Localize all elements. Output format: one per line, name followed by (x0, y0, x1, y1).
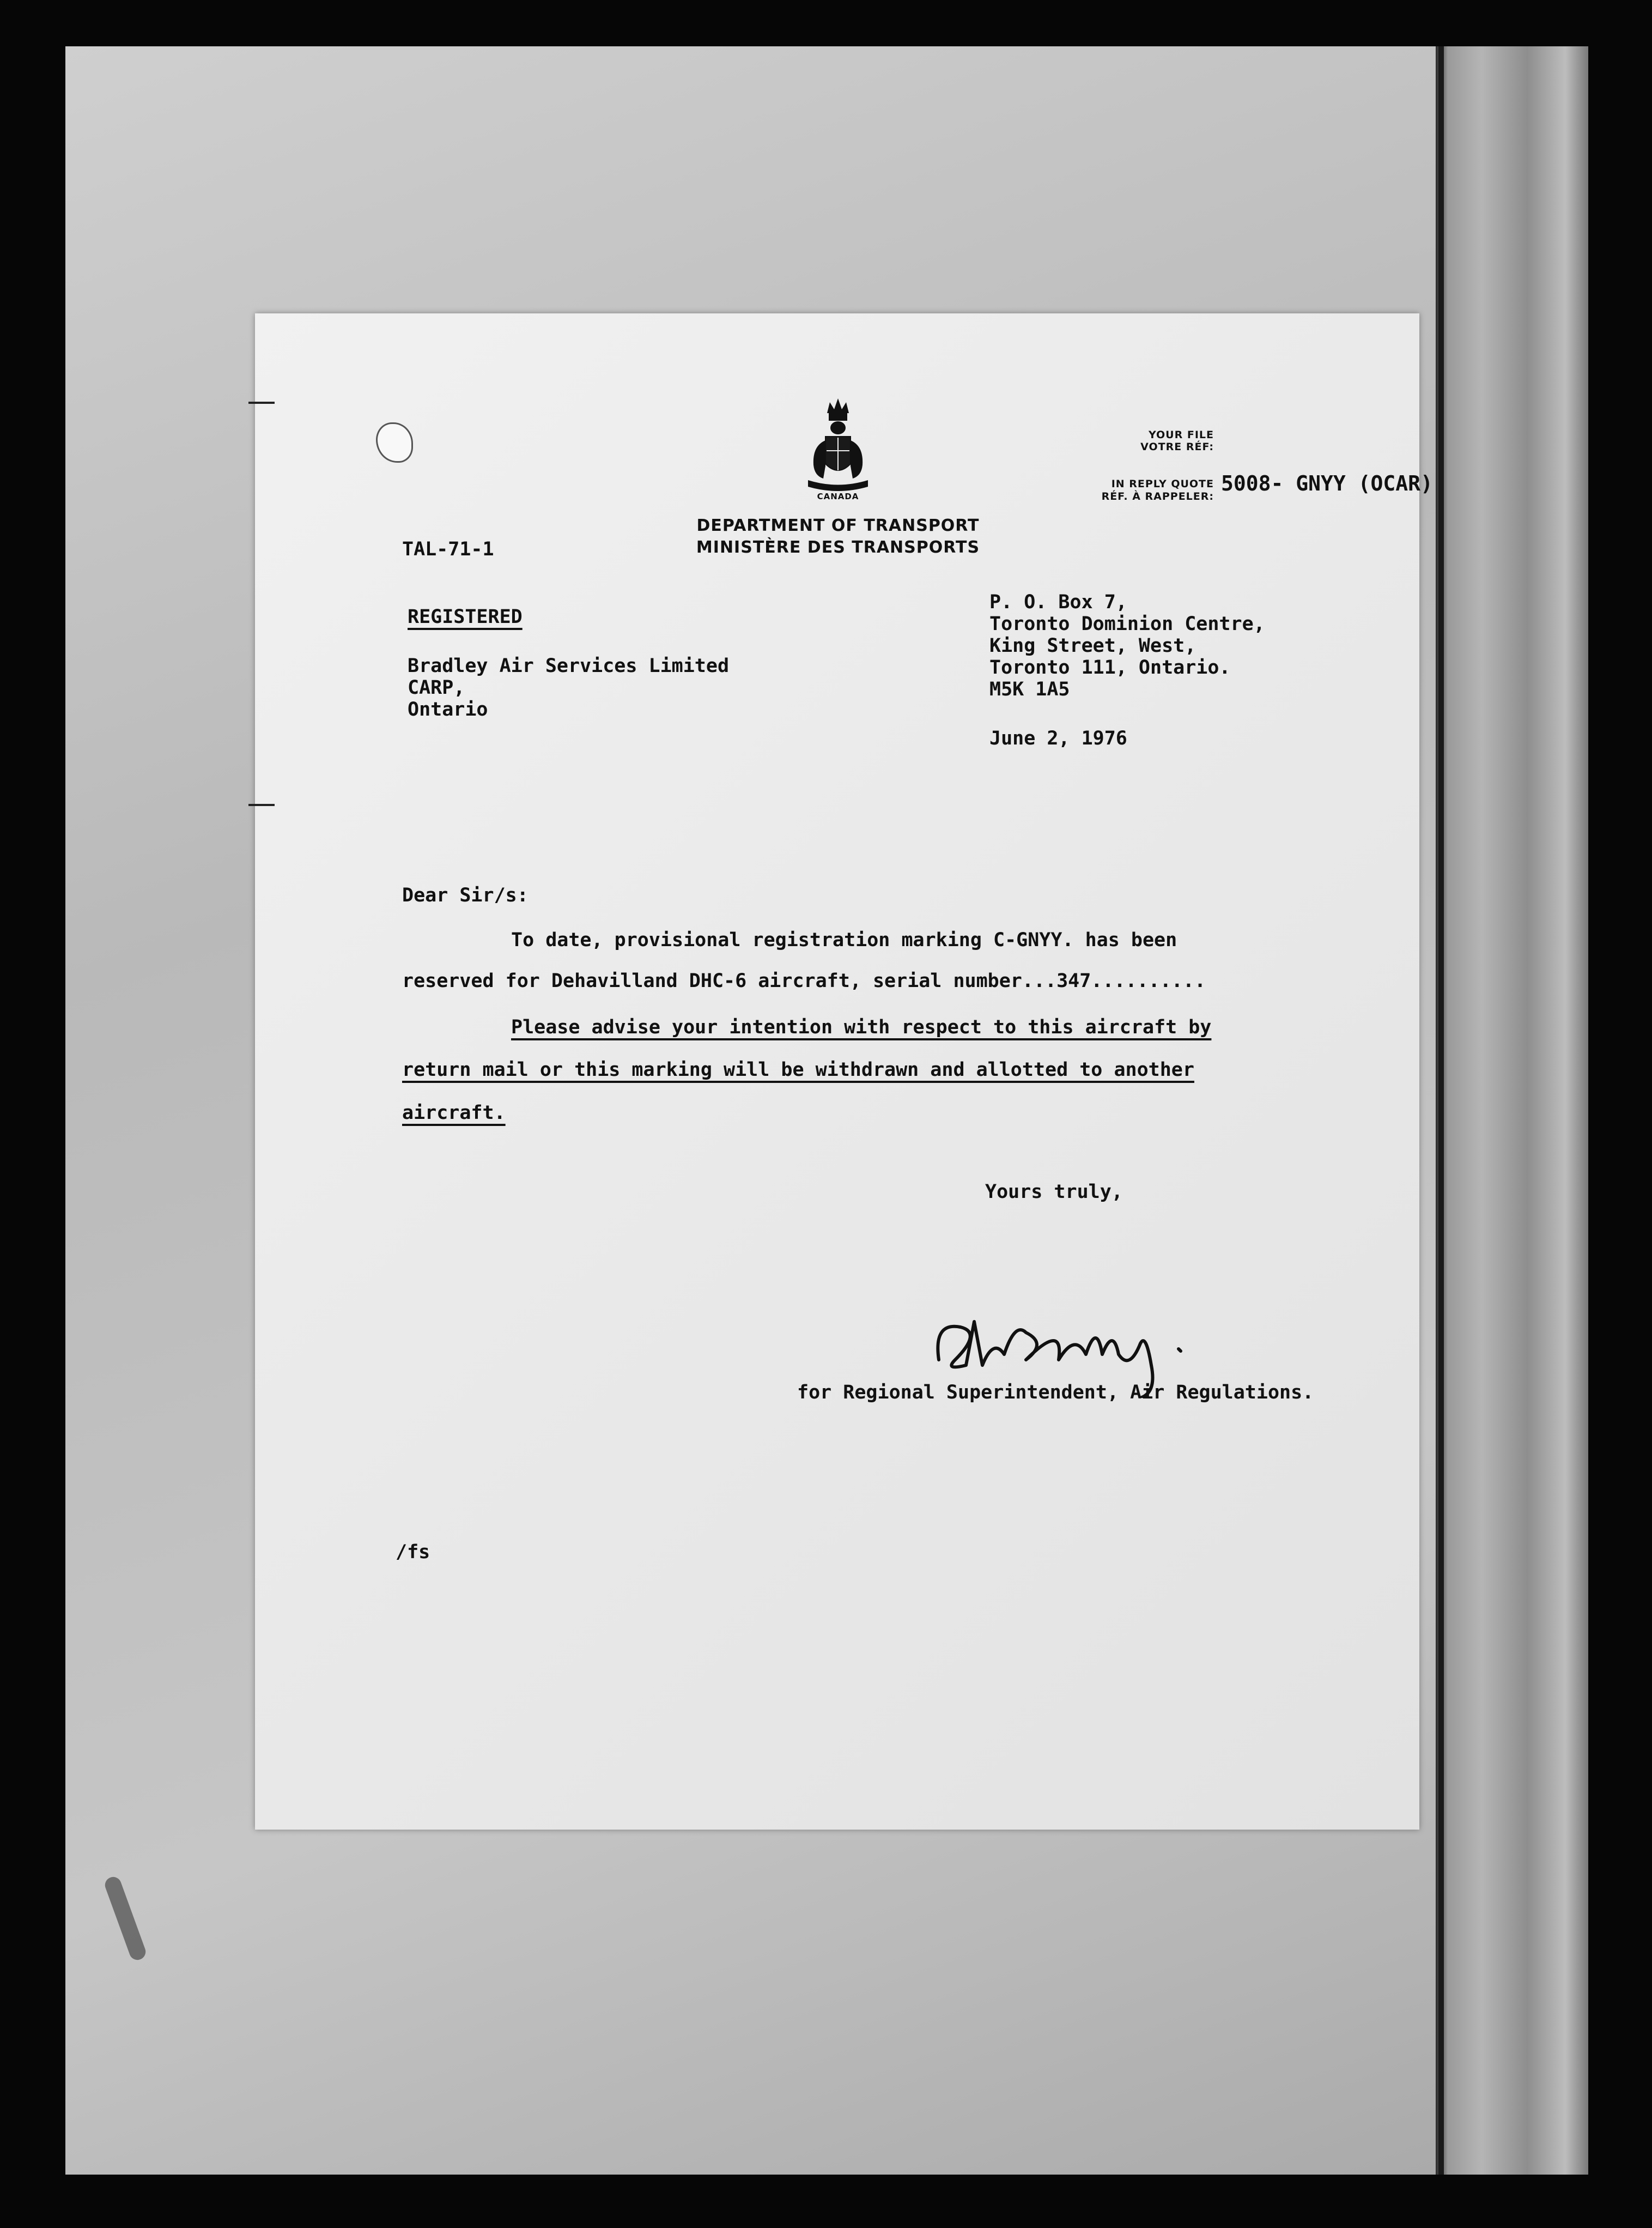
coat-of-arms-icon (797, 394, 879, 503)
signatory-title: for Regional Superintendent, Air Regulations. (797, 1382, 1314, 1403)
body-line: aircraft. (402, 1102, 506, 1124)
recipient-line: Ontario (408, 699, 488, 721)
letter-date: June 2, 1976 (989, 728, 1127, 749)
sender-address-line: Toronto 111, Ontario. (989, 657, 1231, 679)
salutation: Dear Sir/s: (402, 885, 529, 906)
body-line: reserved for Dehavilland DHC-6 aircraft, serial number...347.......... (402, 970, 1206, 992)
sender-address-line: P. O. Box 7, (989, 591, 1127, 613)
recipient-line: Bradley Air Services Limited (408, 655, 730, 677)
sender-address-line: King Street, West, (989, 635, 1197, 657)
page-tick-mark (248, 402, 275, 404)
sender-address-line: Toronto Dominion Centre, (989, 613, 1265, 635)
crest-country-label: CANADA (817, 492, 859, 501)
reply-quote-label-fr: RÉF. À RAPPELER: (1101, 491, 1214, 502)
punch-hole-mark (376, 422, 413, 463)
folder-divider-line (1438, 46, 1444, 2175)
file-reference: TAL-71-1 (402, 538, 494, 560)
sender-address-line: M5K 1A5 (989, 679, 1070, 700)
typist-initials: /fs (396, 1541, 430, 1563)
your-file-label-en: YOUR FILE (1148, 429, 1214, 441)
registered-mail-label: REGISTERED (408, 606, 523, 628)
closing: Yours truly, (985, 1181, 1123, 1203)
recipient-line: CARP, (408, 677, 465, 699)
letter-page (255, 313, 1433, 1830)
body-line: To date, provisional registration marking C-GNYY. has been (511, 929, 1177, 951)
reply-quote-label-en: IN REPLY QUOTE (1111, 478, 1214, 490)
your-file-label-fr: VOTRE RÉF: (1140, 441, 1214, 453)
reply-quote-value: 5008- GNYY (OCAR) (1221, 471, 1433, 495)
folder-edge (1436, 46, 1588, 2175)
body-line: return mail or this marking will be withdrawn and allotted to another (402, 1059, 1194, 1081)
page-tick-mark (248, 804, 275, 806)
department-name-en: DEPARTMENT OF TRANSPORT (696, 516, 980, 535)
department-name-fr: MINISTÈRE DES TRANSPORTS (696, 538, 980, 557)
body-line: Please advise your intention with respect to this aircraft by (511, 1016, 1212, 1038)
